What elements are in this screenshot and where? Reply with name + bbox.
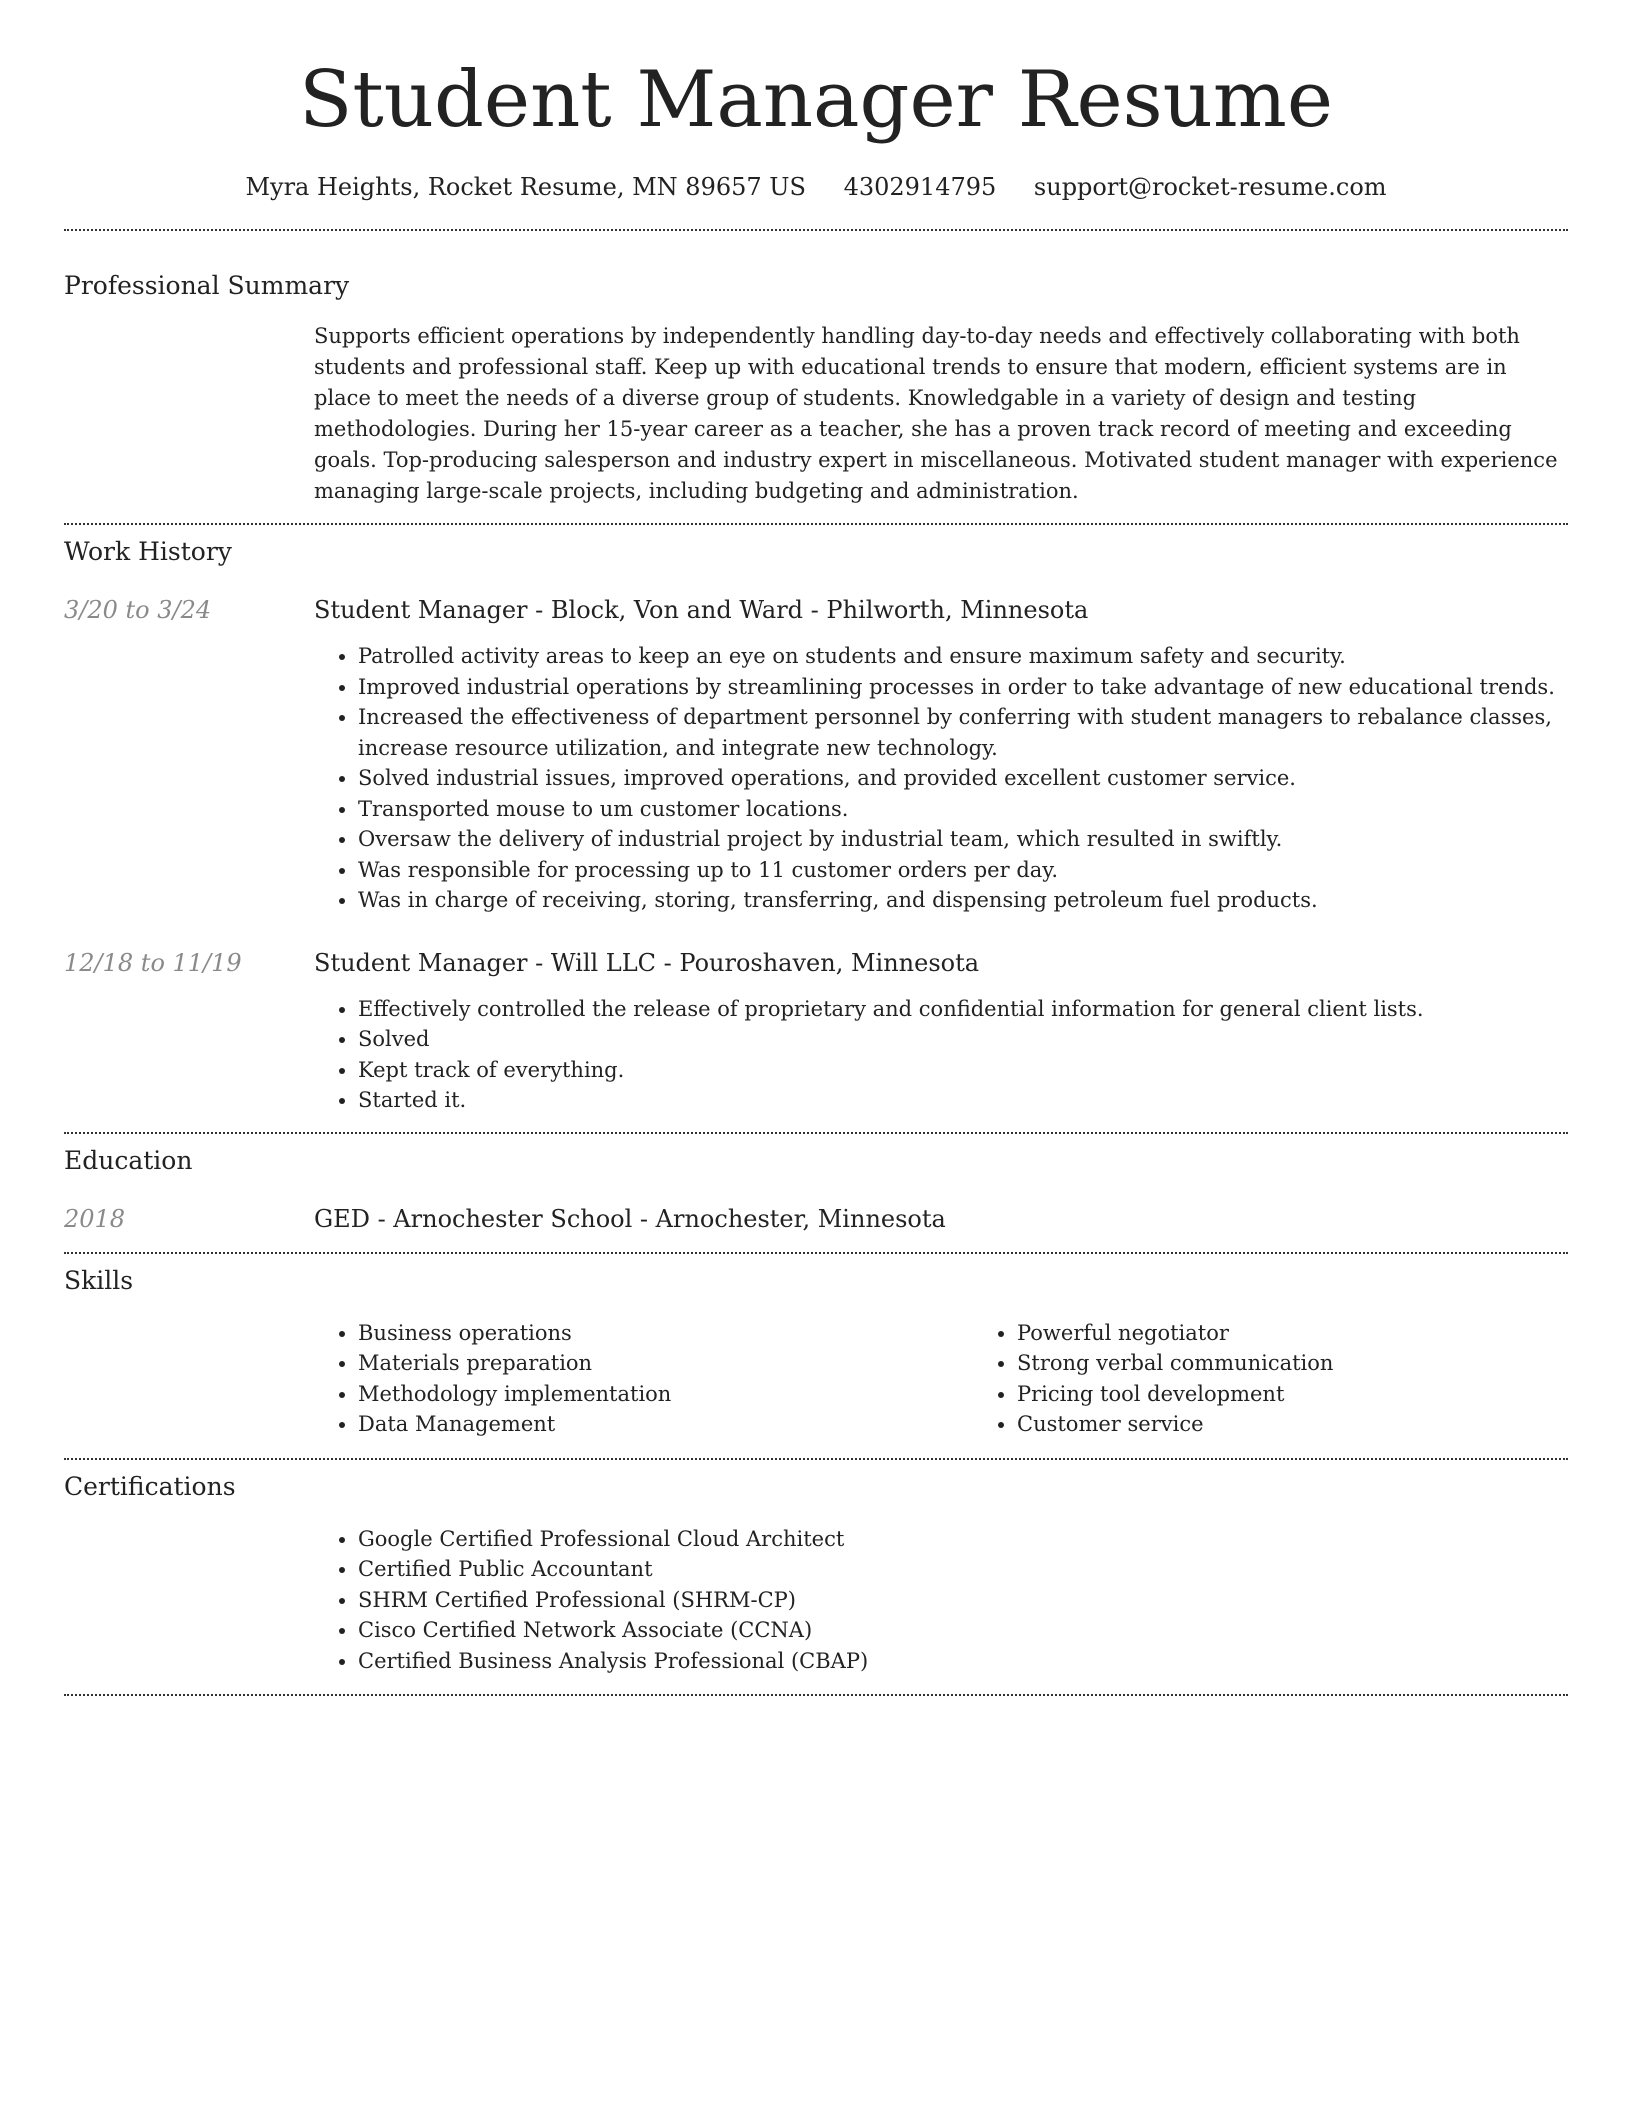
list-item: • Was in charge of receiving, storing, transferring, and dispensing petroleum fuel products.	[358, 885, 1568, 916]
certifications-heading: Certifications	[64, 1471, 236, 1501]
list-item: • Methodology implementation	[358, 1379, 973, 1410]
work-history-heading: Work History	[64, 537, 232, 566]
list-item: • Started it.	[358, 1085, 1568, 1116]
summary-text: Supports efficient operations by independently handling day-to-day needs and effectively collaborating with both students and professional staff. Keep up with educational trends to ensure that modern, efficient systems are in place to meet the needs of a diverse group of students. Knowledgable in a variety of design and testing methodologies. During her 15-year career as a teacher, she has a proven track record of meeting and exceeding goals. Top-producing salesperson and industry expert in miscellaneous. Motivated student manager with experience managing large-scale projects, including budgeting and administration.	[314, 324, 1558, 503]
contact-phone: 4302914795	[843, 173, 997, 201]
skills-list-right	[973, 1318, 1632, 1440]
summary-heading: Professional Summary	[64, 271, 350, 300]
job-dates: 3/20 to 3/24	[64, 596, 212, 624]
job-entry	[64, 946, 1568, 1116]
list-item: • Kept track of everything.	[358, 1055, 1568, 1086]
list-item: • Strong verbal communication	[1017, 1348, 1632, 1379]
list-item: • Solved	[358, 1024, 1568, 1055]
skills-heading: Skills	[64, 1265, 134, 1295]
job-dates: 12/18 to 11/19	[64, 948, 242, 977]
list-item: • Transported mouse to um customer locations.	[358, 794, 1568, 825]
education-year: 2018	[64, 1204, 126, 1233]
job-title: Student Manager - Block, Von and Ward - Philworth, Minnesota	[314, 596, 1089, 624]
education-section	[64, 1134, 1568, 1236]
list-item: • Certified Business Analysis Professional (CBAP)	[358, 1646, 1568, 1677]
list-item: • Customer service	[1017, 1409, 1632, 1440]
list-item: • Increased the effectiveness of department personnel by conferring with student managers to rebalance classes, increase resource utilization, and integrate new technology.	[358, 702, 1568, 763]
divider	[64, 1694, 1568, 1696]
list-item: • Powerful negotiator	[1017, 1318, 1632, 1349]
contact-line	[64, 170, 1568, 204]
list-item: • Was responsible for processing up to 11 customer orders per day.	[358, 855, 1568, 886]
list-item: • SHRM Certified Professional (SHRM-CP)	[358, 1585, 1568, 1616]
list-item: • Certified Public Accountant	[358, 1554, 1568, 1585]
list-item: • Google Certified Professional Cloud Architect	[358, 1524, 1568, 1555]
job-bullets	[314, 641, 1568, 916]
list-item: • Solved industrial issues, improved operations, and provided excellent customer service.	[358, 763, 1568, 794]
list-item: • Pricing tool development	[1017, 1379, 1632, 1410]
contact-address: Myra Heights, Rocket Resume, MN 89657 US	[245, 173, 806, 201]
job-entry	[64, 593, 1568, 916]
list-item: • Materials preparation	[358, 1348, 973, 1379]
summary-section	[64, 231, 1568, 507]
list-item: • Patrolled activity areas to keep an eye on students and ensure maximum safety and security.	[358, 641, 1568, 672]
list-item: • Cisco Certified Network Associate (CCNA)	[358, 1615, 1568, 1646]
education-heading: Education	[64, 1145, 193, 1175]
certifications-list	[314, 1524, 1568, 1677]
list-item: • Effectively controlled the release of proprietary and confidential information for general client lists.	[358, 994, 1568, 1025]
education-degree: GED - Arnochester School - Arnochester, Minnesota	[314, 1204, 946, 1233]
certifications-section	[64, 1460, 1568, 1677]
work-history-section	[64, 525, 1568, 1116]
contact-email: support@rocket-resume.com	[1033, 173, 1387, 201]
resume-title: Student Manager Resume	[298, 55, 1334, 145]
list-item: • Business operations	[358, 1318, 973, 1349]
skills-section	[64, 1254, 1568, 1440]
job-title: Student Manager - Will LLC - Pouroshaven, Minnesota	[314, 948, 980, 977]
resume-page	[64, 0, 1568, 1696]
list-item: • Improved industrial operations by streamlining processes in order to take advantage of new educational trends.	[358, 672, 1568, 703]
list-item: • Data Management	[358, 1409, 973, 1440]
job-bullets	[314, 994, 1568, 1116]
list-item: • Oversaw the delivery of industrial project by industrial team, which resulted in swiftly.	[358, 824, 1568, 855]
skills-list-left	[314, 1318, 973, 1440]
